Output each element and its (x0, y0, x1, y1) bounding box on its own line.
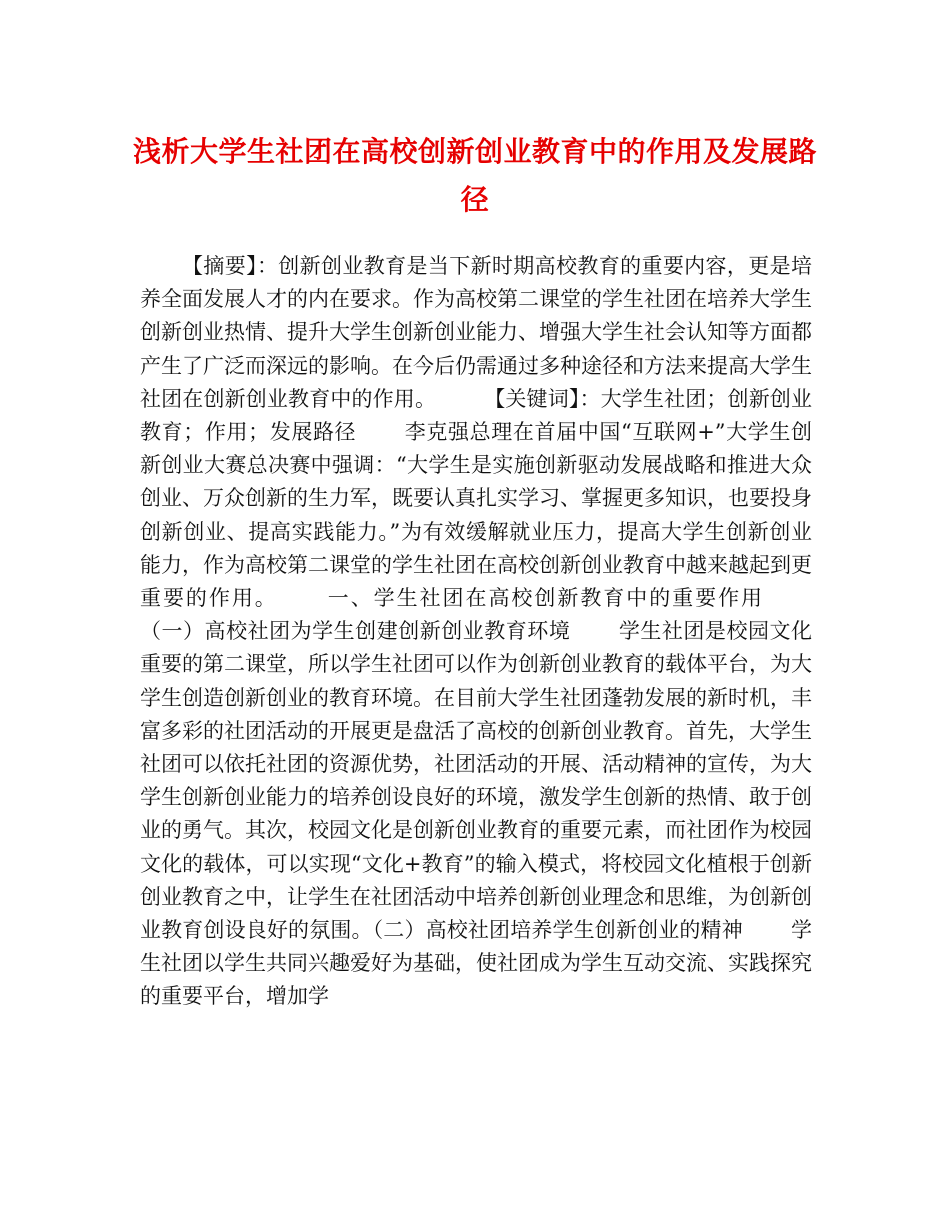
abstract-text: 【摘要】：创新创业教育是当下新时期高校教育的重要内容，更是培养全面发展人才的内在要求。作为高校第二课堂的学生社团在培养大学生创新创业热情、提升大学生创新创业能力、增强大学生社会认知等方面都产生了广泛而深远的影响。在今后仍需通过多种途径和方法来提高大学生社团在创新创业教育中的作用。 (140, 254, 812, 411)
subsection-heading-1: （一）高校社团为学生创建创新创业教育环境 (140, 619, 571, 644)
document-title: 浅析大学生社团在高校创新创业教育中的作用及发展路径 (132, 135, 817, 216)
subsection-heading-2: （二）高校社团培养学生创新创业的精神 (372, 918, 743, 943)
subsection-2-paragraph: 学生社团以学生共同兴趣爱好为基础，使社团成为学生互动交流、实践探究的重要平台，增加学 (140, 918, 813, 1009)
document-body (140, 250, 812, 1014)
subsection-1-paragraph: 学生社团是校园文化重要的第二课堂，所以学生社团可以作为创新创业教育的载体平台，为大学生创造创新创业的教育环境。在目前大学生社团蓬勃发展的新时机，丰富多彩的社团活动的开展更是盘活了高校的创新创业教育。首先，大学生社团可以依托社团的资源优势，社团活动的开展、活动精神的宣传，为大学生创新创业能力的培养创设良好的环境，激发学生创新的热情、敢于创业的勇气。其次，校园文化是创新创业教育的重要元素，而社团作为校园文化的载体，可以实现“文化+教育”的输入模式，将校园文化植根于创新创业教育之中，让学生在社团活动中培养创新创业理念和思维，为创新创业教育创设良好的氛围。 (140, 619, 812, 943)
keywords-text: 【关键词】：大学生社团；创新创业教育；作用；发展路径 (140, 386, 813, 445)
intro-paragraph: 李克强总理在首届中国“互联网+”大学生创新创业大赛总决赛中强调：“大学生是实施创新驱动发展战略和推进大众创业、万众创新的生力军，既要认真扎实学习、掌握更多知识，也要投身创新创业、提高实践能力。”为有效缓解就业压力，提高大学生创新创业能力，作为高校第二课堂的学生社团在高校创新创业教育中越来越起到更重要的作用。 (140, 420, 812, 611)
section-heading-1: 一、学生社团在高校创新教育中的重要作用 (325, 586, 765, 611)
